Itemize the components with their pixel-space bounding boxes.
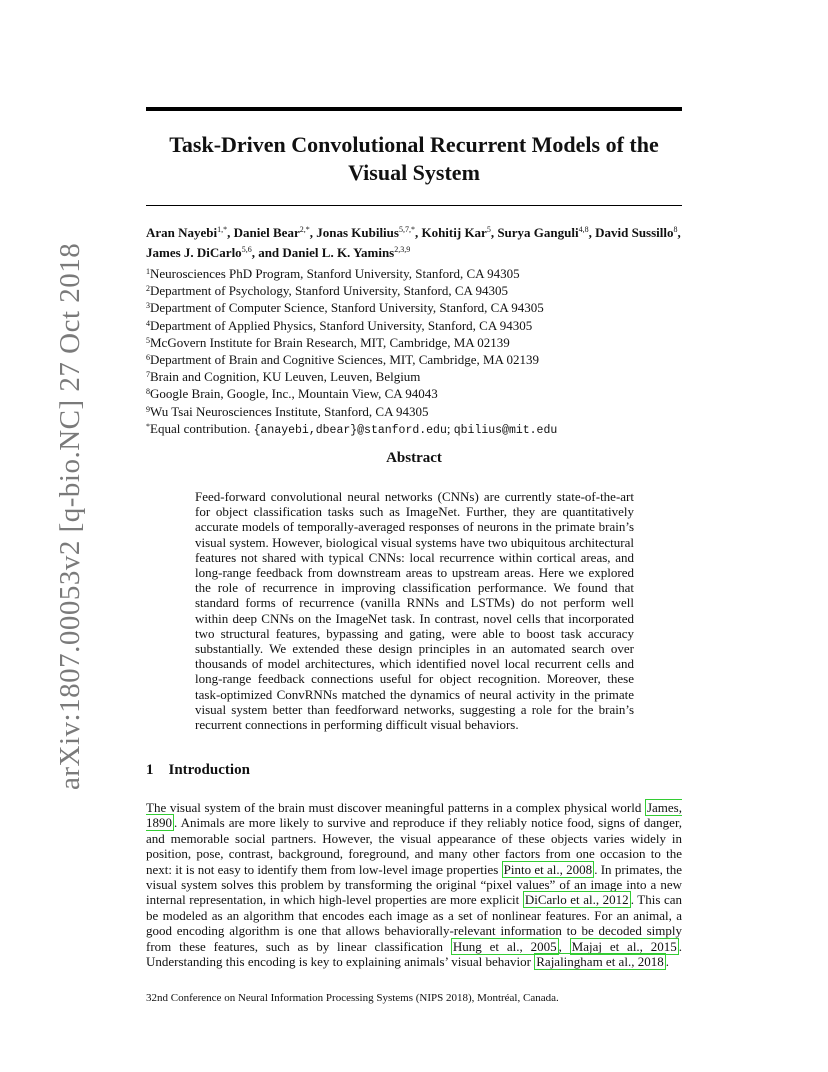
- affiliation-line: $^9$Wu Tsai Neurosciences Institute, Stanford, CA 94305: [146, 403, 429, 419]
- affiliation-line: $^7$Brain and Cognition, KU Leuven, Leuven, Belgium: [146, 369, 421, 385]
- author-name: Aran Nayebi: [146, 225, 218, 240]
- author-name: Daniel Bear: [233, 225, 300, 240]
- conference-footnote: 32nd Conference on Neural Information Processing Systems (NIPS 2018), Montréal, Canada.: [146, 992, 559, 1004]
- affiliation-list: [146, 264, 682, 438]
- introduction-paragraph: The visual system of the brain must discover meaningful patterns in a complex physical world James, 1890 . Animals are more likely to survive and reproduce if they reliably notice food, signs of danger, and memorable social partners. However, the visual appearance of these objects varies widely in position, pose, contrast, background, foreground, and many other factors from one occasion to the next: it is not easy to identify them from low-level image properties Pinto et al., 2008 . In primates, the visual system solves this problem by transforming the original “pixel values” of an image into a new internal representation, in which high-level properties are more explicit DiCarlo et al., 2012 . This can be modeled as an algorithm that encodes each image as a set of nonlinear features. For an animal, a good encoding algorithm is one that allows behaviorally-relevant information to be decoded simply from these features, such as by linear classification Hung et al., 2005 , Majaj et al., 2015 . Understanding this encoding is key to explaining animals’ visual behavior Rajalingham et al., 2018 .: [146, 800, 683, 970]
- author-affiliation-mark: 5: [486, 225, 491, 234]
- affiliation-line: $^1$Neurosciences PhD Program, Stanford University, Stanford, CA 94305: [146, 266, 520, 281]
- author-list: Aran Nayebi$^{1,*}$, Daniel Bear$^{2,*}$, Jonas Kubilius$^{5,7,*}$, Kohitij Kar$^5$, Surya Ganguli$^{4,8}$, David Sussillo$^8$, James J. DiCarlo$^{5,6}$, and Daniel L. K. Yamins$^{2,3,9}$: [146, 225, 681, 260]
- author-name: Kohitij Kar: [421, 225, 487, 240]
- arxiv-identifier-text: arXiv:1807.00053v2 [q-bio.NC] 27 Oct 2018: [54, 242, 86, 790]
- affiliation-line: $^3$Department of Computer Science, Stanford University, Stanford, CA 94305: [146, 300, 544, 316]
- author-affiliation-mark: 5,6: [241, 245, 252, 254]
- author-name: Jonas Kubilius: [316, 225, 399, 240]
- citation-link[interactable]: James, 1890: [146, 800, 682, 831]
- title-bottom-rule: [146, 205, 682, 206]
- citation-link[interactable]: DiCarlo et al., 2012: [524, 892, 629, 908]
- email-address: {anayebi,dbear}@stanford.edu: [253, 423, 447, 437]
- author-affiliation-mark: 4,8: [578, 225, 589, 234]
- author-affiliation-mark: 8: [673, 225, 678, 234]
- affiliation-line: $^6$Department of Brain and Cognitive Sciences, MIT, Cambridge, MA 02139: [146, 352, 539, 368]
- author-affiliation-mark: 2,3,9: [394, 245, 411, 254]
- abstract-body: Feed-forward convolutional neural networks (CNNs) are currently state-of-the-art for object classification tasks such as ImageNet. Further, they are quantitatively accurate models of temporally-averaged responses of neurons in the primate brain’s visual system. However, biological visual systems have two ubiquitous architectural features not shared with typical CNNs: local recurrence within cortical areas, and long-range feedback from downstream areas to upstream areas. Here we explored the role of recurrence in improving classification performance. We found that standard forms of recurrence (vanilla RNNs and LSTMs) do not perform well within deep CNNs on the ImageNet task. In contrast, novel cells that incorporated two structural features, bypassing and gating, were able to boost task accuracy substantially. We extended these design principles in an automated search over thousands of model architectures, which identified novel local recurrent cells and long-range feedback connections useful for object recognition. Moreover, these task-optimized ConvRNNs matched the dynamics of neural activity in the primate visual system better than feedforward networks, suggesting a role for the brain’s recurrent connections in performing difficult visual behaviors.: [195, 489, 634, 733]
- arxiv-identifier-stamp: [14, 242, 86, 790]
- section-heading: [146, 762, 250, 779]
- citation-link[interactable]: Rajalingham et al., 2018: [536, 954, 664, 970]
- author-affiliation-mark: 2,*: [299, 225, 310, 234]
- citation-link[interactable]: Majaj et al., 2015: [571, 938, 677, 954]
- section-title: Introduction: [168, 762, 250, 778]
- citation-link[interactable]: Pinto et al., 2008: [503, 861, 593, 877]
- citation-link[interactable]: Hung et al., 2005: [452, 938, 557, 954]
- author-name: James J. DiCarlo: [146, 245, 242, 260]
- paper-title: Task-Driven Convolutional Recurrent Models of the Visual System: [169, 132, 659, 185]
- email-address: qbilius@mit.edu: [453, 423, 558, 437]
- author-name: Daniel L. K. Yamins: [282, 245, 395, 260]
- affiliation-line: $^8$Google Brain, Google, Inc., Mountain View, CA 94043: [146, 386, 438, 402]
- affiliation-line: $^4$Department of Applied Physics, Stanford University, Stanford, CA 94305: [146, 317, 533, 333]
- author-name: David Sussillo: [595, 225, 674, 240]
- author-affiliation-mark: 5,7,*: [398, 225, 415, 234]
- title-top-rule: [146, 107, 682, 111]
- equal-contribution-note: *Equal contribution. {anayebi,dbear}@stanford.edu; qbilius@mit.edu: [146, 420, 558, 437]
- author-affiliation-mark: 1,*: [217, 225, 228, 234]
- abstract-heading: Abstract: [386, 450, 442, 466]
- author-name: Surya Ganguli: [497, 225, 579, 240]
- affiliation-line: $^2$Department of Psychology, Stanford University, Stanford, CA 94305: [146, 283, 508, 299]
- affiliation-line: $^5$McGovern Institute for Brain Research, MIT, Cambridge, MA 02139: [146, 334, 510, 350]
- section-number: 1: [146, 762, 154, 778]
